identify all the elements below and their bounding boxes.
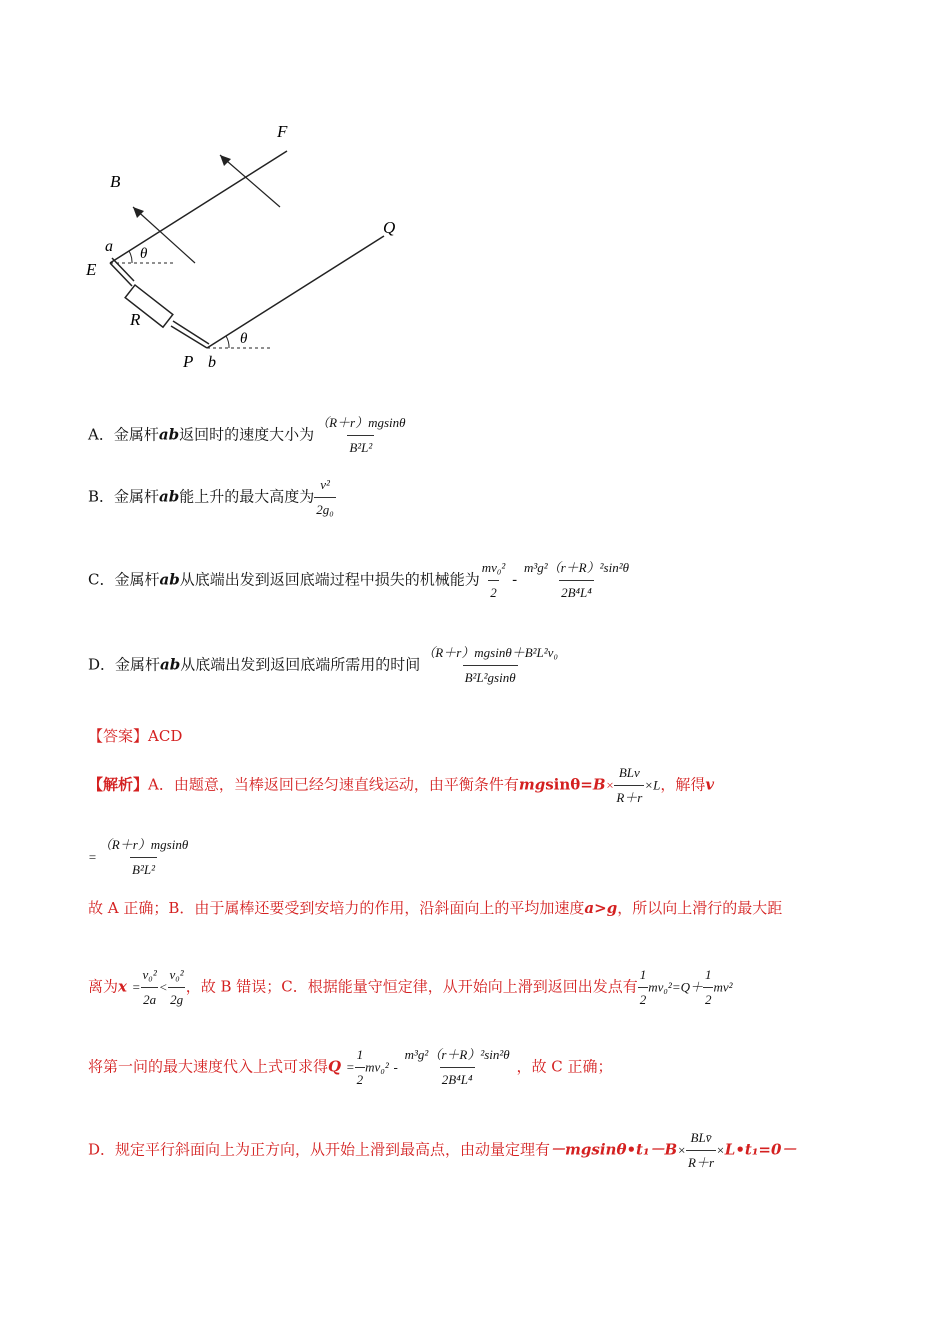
answer-value: ACD [148, 727, 183, 745]
rail-upper [110, 151, 287, 263]
option-a: A．金属杆ab返回时的速度大小为 $\frac{(R+r)mgsin\theta}{\text{B²L²}}$ [88, 413, 408, 458]
analysis-1-fraction: $\frac{\text{BLv}}{R+r}$ [614, 763, 644, 808]
analysis-4-fraction-1: $\frac{\text{v₀²}}{2a}$ [141, 965, 159, 1010]
option-c-fraction-1: $\frac{\text{mv₀²}}{2}$ [480, 558, 508, 603]
answer-line [88, 726, 182, 746]
connector-wire-4 [173, 321, 209, 344]
label-F: F [277, 122, 288, 141]
analysis-line-1: 【解析】A．由题意，当棒返回已经匀速直线运动，由平衡条件有mgsinθ=B× $\frac{\text{BLv}}{R+r}$ ×L，解得v [88, 763, 714, 808]
analysis-6-fraction: $\frac{\text{BLv̄}}{R+r}$ [686, 1128, 716, 1173]
option-c-fraction-2: $\frac{\text{m³g²（r＋R）²sin²θ}}{\text{2B⁴L⁴}}$ [522, 558, 631, 603]
analysis-2-fraction: $\frac{(R+r)mgsin\theta}{\text{B²L²}}$ [97, 835, 190, 880]
analysis-line-3: 故 A 正确；B．由于属棒还要受到安培力的作用，沿斜面向上的平均加速度a>g，所以向上滑行的最大距 [88, 899, 783, 917]
label-theta-bottom: θ [240, 331, 248, 347]
label-b: b [208, 354, 216, 371]
label-B: B [110, 172, 121, 191]
option-d: D．金属杆ab从底端出发到返回底端所需用的时间 $\frac{\text{（R＋r）mgsinθ＋B²L²v₀}}{\text{B²L²gsinθ}}$ [88, 643, 560, 688]
force-line-f [220, 155, 280, 207]
label-Q: Q [383, 218, 396, 237]
angle-arc-bottom [226, 336, 229, 348]
rail-lower [207, 236, 384, 348]
analysis-line-6: D．规定平行斜面向上为正方向，从开始上滑到最高点，由动量定理有－mgsinθ•t₁－B× $\frac{\text{BLv̄}}{R+r}$ ×L•t₁=0－ [88, 1128, 796, 1173]
analysis-line-2: = $\frac{(R+r)mgsin\theta}{\text{B²L²}}$ [88, 835, 190, 880]
analysis-5-half: $\frac{1}{2}$ [355, 1045, 366, 1090]
analysis-line-5: 将第一问的最大速度代入上式可求得Q = $\frac{1}{2}$ mv₀² - $\frac{\text{m³g²（r＋R）²sin²θ}}{\text{2B⁴L⁴}}$ ，故 C 正确； [88, 1045, 612, 1090]
option-d-fraction: $\frac{\text{（R＋r）mgsinθ＋B²L²v₀}}{\text{B²L²gsinθ}}$ [420, 643, 560, 688]
option-c: C．金属杆ab从底端出发到返回底端过程中损失的机械能为 $\frac{\text{mv₀²}}{2}$ - $\frac{\text{m³g²（r＋R）²sin²θ}}{\text{2B⁴L⁴}}$ [88, 558, 631, 603]
label-theta-top: θ [140, 246, 148, 262]
option-b-fraction: $\frac{\text{v²}}{\text{2g₀}}$ [314, 475, 336, 520]
analysis-4-half-2: $\frac{1}{2}$ [703, 965, 714, 1010]
label-P: P [183, 352, 194, 371]
analysis-5-fraction: $\frac{\text{m³g²（r＋R）²sin²θ}}{\text{2B⁴L⁴}}$ [403, 1045, 512, 1090]
option-b: B．金属杆ab能上升的最大高度为 $\frac{\text{v²}}{\text{2g₀}}$ [88, 475, 336, 520]
arrow-head-b [133, 207, 144, 218]
analysis-line-4: 离为x = $\frac{\text{v₀²}}{2a}$ < $\frac{\text{v₀²}}{2g}$ ，故 B 错误；C．根据能量守恒定律，从开始向上滑到返回出发点有 $\frac{1}{2}$ mv₀²=Q＋ $\frac{1}{2}$ mv² [88, 965, 733, 1010]
circuit-diagram [80, 115, 410, 380]
option-a-fraction: $\frac{(R+r)mgsin\theta}{\text{B²L²}}$ [314, 413, 407, 458]
label-E: E [86, 260, 97, 279]
arrow-head-f [220, 155, 231, 166]
analysis-4-fraction-2: $\frac{\text{v₀²}}{2g}$ [168, 965, 186, 1010]
analysis-4-half-1: $\frac{1}{2}$ [638, 965, 649, 1010]
label-R: R [130, 310, 141, 329]
label-a: a [105, 238, 113, 255]
angle-arc-top [129, 251, 132, 263]
answer-label: 【答案】 [88, 727, 149, 745]
connector-wire-3 [171, 326, 207, 348]
